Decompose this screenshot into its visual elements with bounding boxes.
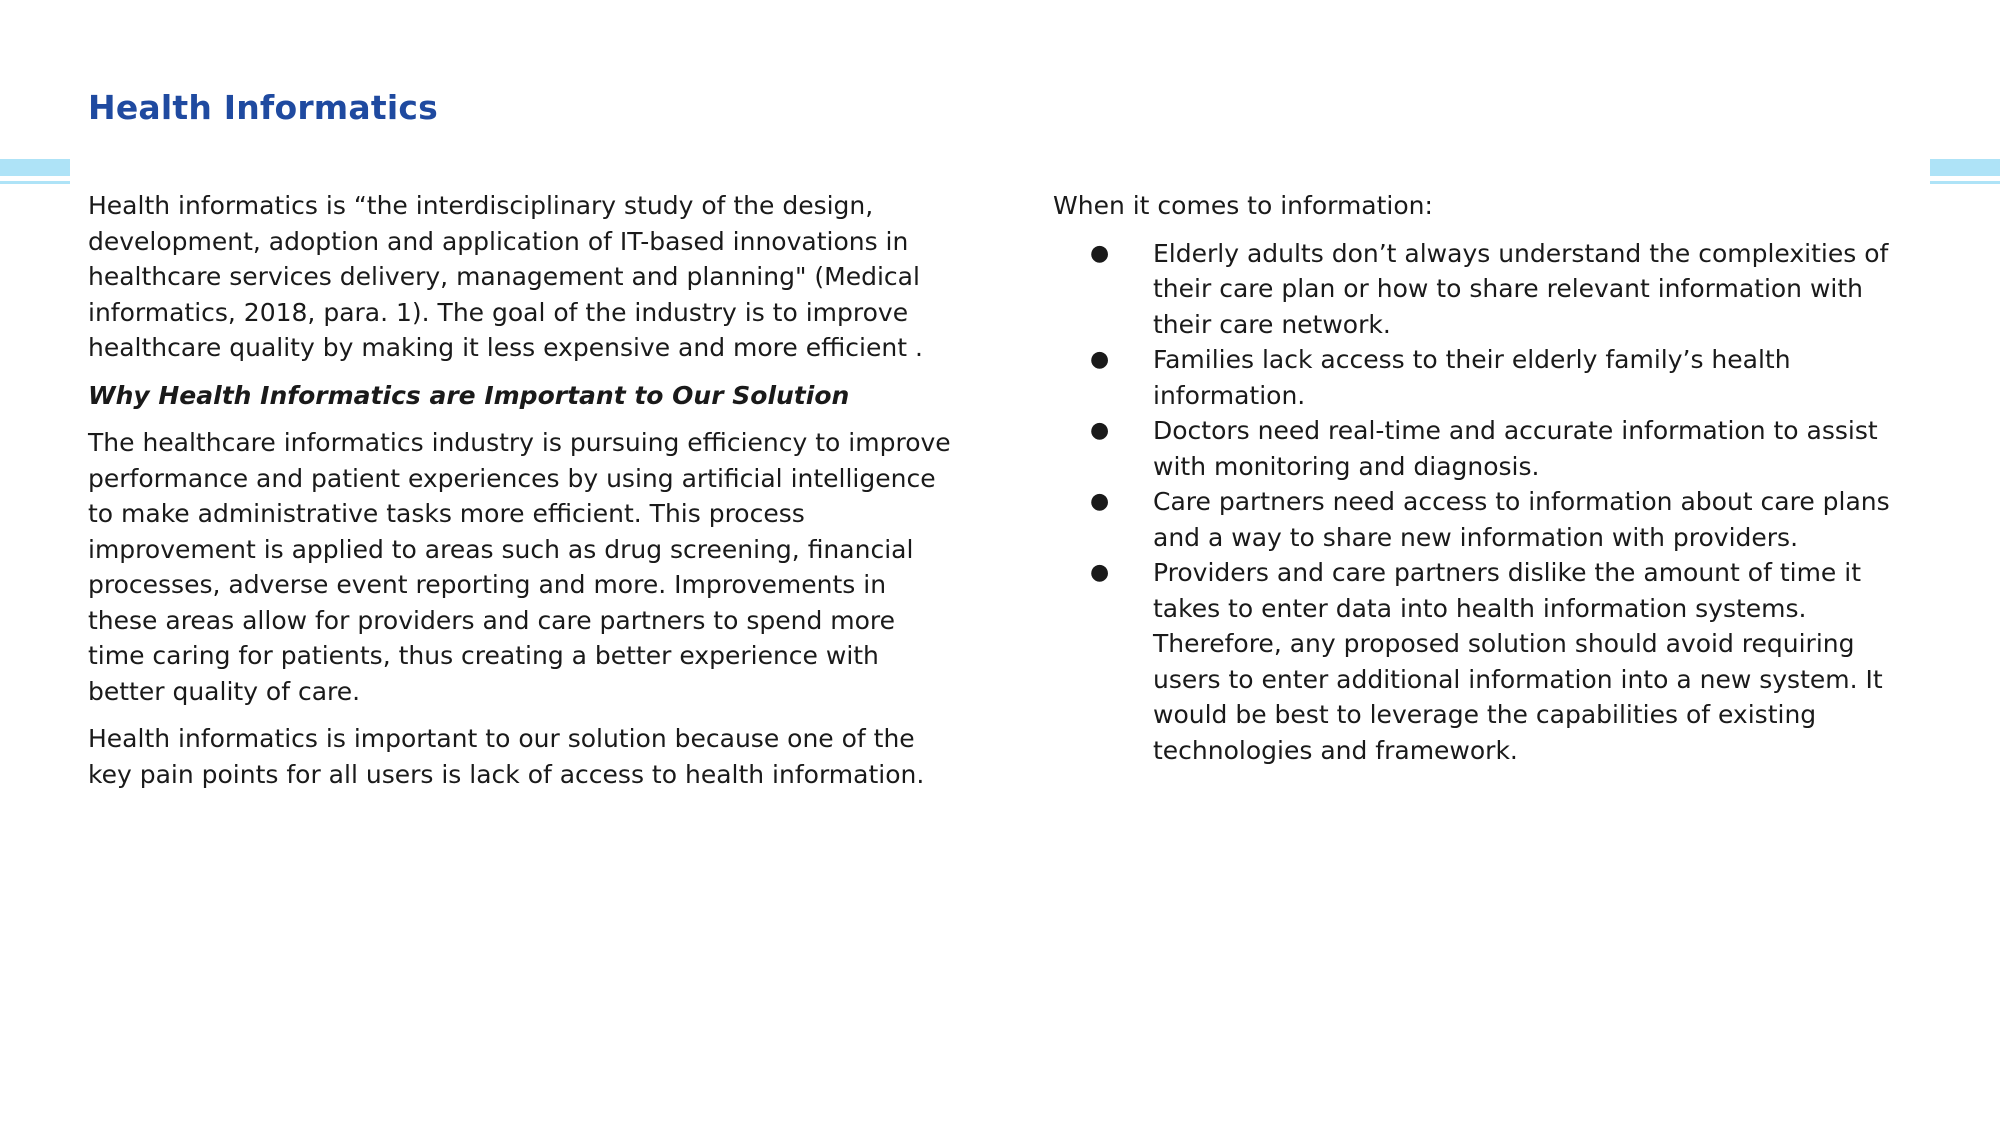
efficiency-paragraph: The healthcare informatics industry is pursuing efficiency to improve performance and patient experiences by using artificial intelligence to make administrative tasks more efficient. This process improvement is applied to areas such as drug screening, financial processes, adverse event reporting and more. Improvements in these areas allow for providers and care partners to spend more time caring for patients, thus creating a better experience with better quality of care. <box>88 428 951 706</box>
page-title: Health Informatics <box>88 88 438 127</box>
left-accent-rule <box>0 181 70 184</box>
list-item-text: Providers and care partners dislike the amount of time it takes to enter data into health information systems. Therefore, any proposed solution should avoid requiring users to enter additional information into a new system. It would be best to leverage the capabilities of existing technologies and framework. <box>1153 558 1883 765</box>
right-accent-bar <box>1930 159 2000 176</box>
right-column <box>1053 188 1925 768</box>
information-lead: When it comes to information: <box>1053 191 1433 220</box>
left-column <box>88 188 958 804</box>
list-item-text: Care partners need access to information about care plans and a way to share new information with providers. <box>1153 487 1890 552</box>
bullet-icon: ● <box>1090 418 1110 443</box>
left-accent-bar <box>0 159 70 176</box>
list-item-text: Families lack access to their elderly family’s health information. <box>1153 345 1791 410</box>
list-item <box>1053 413 1925 484</box>
list-item <box>1053 555 1925 768</box>
bullet-icon: ● <box>1090 489 1110 514</box>
list-item <box>1053 342 1925 413</box>
bullet-icon: ● <box>1090 560 1110 585</box>
section-subheading: Why Health Informatics are Important to Our Solution <box>88 380 850 410</box>
intro-paragraph: Health informatics is “the interdisciplinary study of the design, development, adoption and application of IT-based innovations in healthcare services delivery, management and planning" (Medical informatics, 2018, para. 1). The goal of the industry is to improve healthcare quality by making it less expensive and more efficient . <box>88 191 923 362</box>
importance-paragraph: Health informatics is important to our solution because one of the key pain points for all users is lack of access to health information. <box>88 724 925 789</box>
list-item-text: Doctors need real-time and accurate information to assist with monitoring and diagnosis. <box>1153 416 1878 481</box>
list-item-text: Elderly adults don’t always understand the complexities of their care plan or how to share relevant information with their care network. <box>1153 238 1889 339</box>
bullet-icon: ● <box>1090 347 1110 372</box>
list-item <box>1053 484 1925 555</box>
bullet-icon: ● <box>1090 240 1110 266</box>
list-item <box>1053 236 1925 343</box>
pain-points-list <box>1053 236 1925 769</box>
right-accent-rule <box>1930 181 2000 184</box>
